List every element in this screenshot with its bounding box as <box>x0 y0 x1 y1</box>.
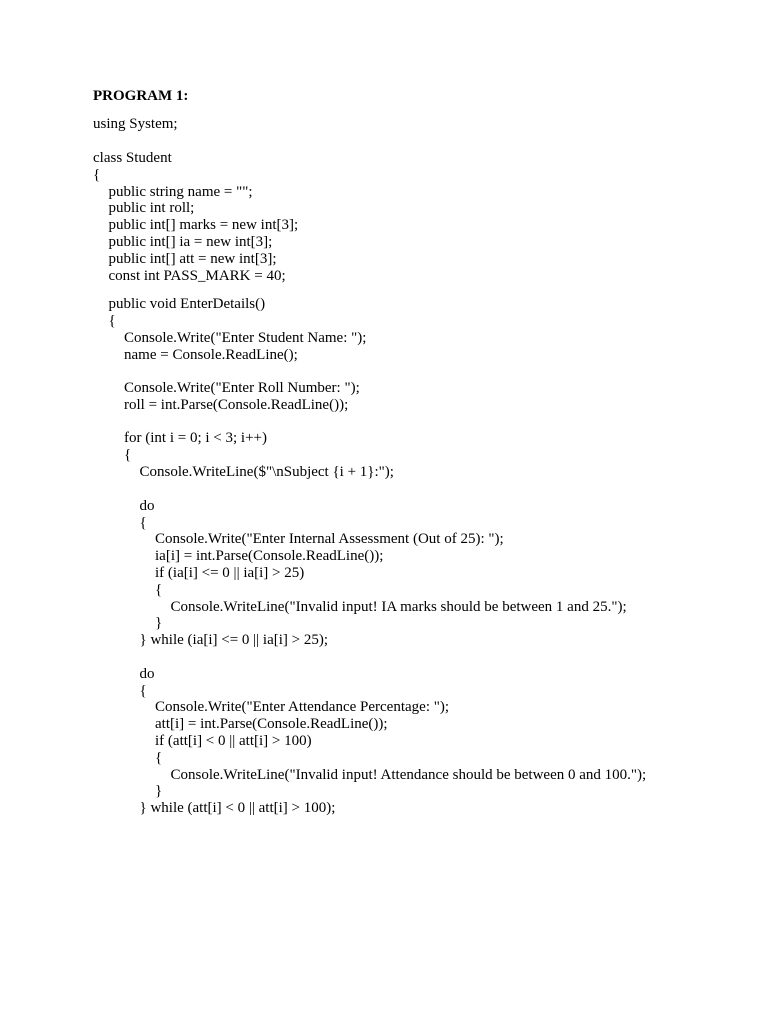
code-line: Console.WriteLine("Invalid input! IA marks should be between 1 and 25."); <box>170 599 627 615</box>
code-line: Console.Write("Enter Student Name: "); <box>124 330 367 346</box>
code-line: name = Console.ReadLine(); <box>124 347 298 363</box>
code-line: public int roll; <box>108 200 195 216</box>
code-line: } while (ia[i] <= 0 || ia[i] > 25); <box>139 632 329 648</box>
code-line: { <box>124 447 132 463</box>
code-line: if (ia[i] <= 0 || ia[i] > 25) <box>155 565 305 581</box>
code-line: { <box>139 683 147 699</box>
code-line: public int[] marks = new int[3]; <box>108 217 299 233</box>
code-line: const int PASS_MARK = 40; <box>108 268 286 284</box>
code-line: do <box>139 498 155 514</box>
code-line: public void EnterDetails() <box>108 296 266 312</box>
code-line: public int[] ia = new int[3]; <box>108 234 273 250</box>
code-line: class Student <box>93 150 172 166</box>
code-line: Console.Write("Enter Roll Number: "); <box>124 380 360 396</box>
code-line: Console.WriteLine($"\nSubject {i + 1}:"); <box>139 464 394 480</box>
code-line: { <box>155 750 163 766</box>
code-line: att[i] = int.Parse(Console.ReadLine()); <box>155 716 388 732</box>
code-line: if (att[i] < 0 || att[i] > 100) <box>155 733 312 749</box>
code-line: public int[] att = new int[3]; <box>108 251 277 267</box>
code-line: Console.WriteLine("Invalid input! Attendance should be between 0 and 100."); <box>170 767 647 783</box>
program-heading: PROGRAM 1: <box>93 88 189 104</box>
code-line: public string name = ""; <box>108 184 253 200</box>
code-line: roll = int.Parse(Console.ReadLine()); <box>124 397 349 413</box>
code-line: } <box>155 783 163 799</box>
code-line: ia[i] = int.Parse(Console.ReadLine()); <box>155 548 384 564</box>
code-line: } while (att[i] < 0 || att[i] > 100); <box>139 800 336 816</box>
code-line: for (int i = 0; i < 3; i++) <box>124 430 267 446</box>
code-line: { <box>93 167 101 183</box>
code-line: Console.Write("Enter Internal Assessment (Out of 25): "); <box>155 531 504 547</box>
code-line: using System; <box>93 116 178 132</box>
code-line: { <box>139 515 147 531</box>
code-line: do <box>139 666 155 682</box>
code-line: } <box>155 615 163 631</box>
code-line: { <box>155 582 163 598</box>
code-line: Console.Write("Enter Attendance Percentage: "); <box>155 699 450 715</box>
code-line: { <box>108 313 116 329</box>
